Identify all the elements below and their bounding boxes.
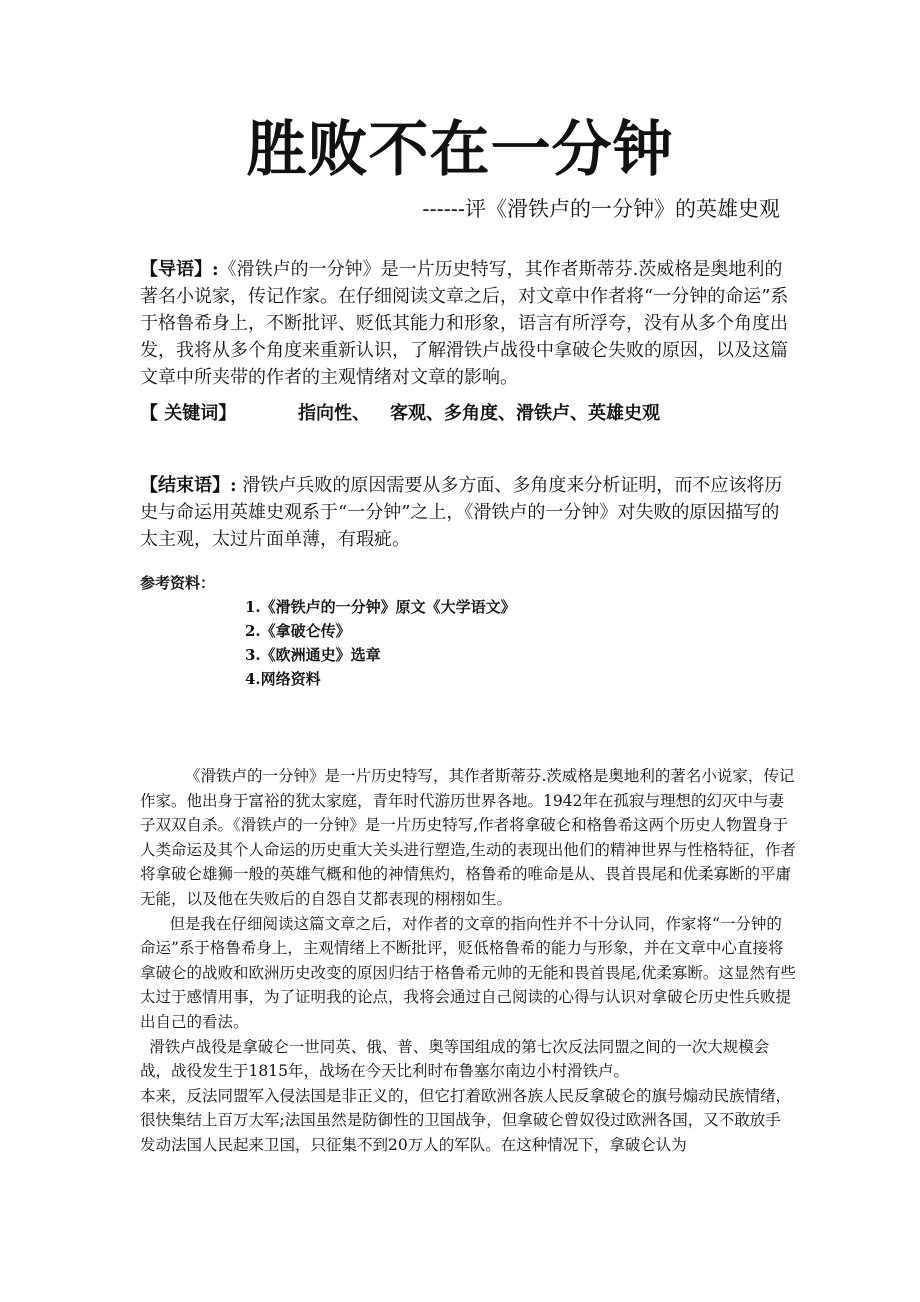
keywords-label: 【 关键词】 <box>140 403 237 424</box>
lead-label: 【导语】: <box>140 259 219 280</box>
keywords-section <box>140 400 790 427</box>
page-subtitle: ------评《滑铁卢的一分钟》的英雄史观 <box>422 197 780 221</box>
references-heading: 参考资料： <box>140 574 216 592</box>
reference-item: 2.《拿破仑传》 <box>245 622 351 640</box>
conclusion-label: 【结束语】: <box>140 475 237 496</box>
body-text <box>140 764 796 1158</box>
reference-item: 3.《欧洲通史》选章 <box>245 646 381 664</box>
reference-item: 1.《滑铁卢的一分钟》原文《大学语文》 <box>245 598 516 616</box>
references-list <box>245 595 516 691</box>
body-paragraph: 但是我在仔细阅读这篇文章之后，对作者的文章的指向性并不十分认同，作家将“一分钟的命运”系于格鲁希身上，主观情绪上不断批评，贬低格鲁希的能力与形象，并在文章中心直接将拿破仑的战败和欧洲历史改变的原因归结于格鲁希元帅的无能和畏首畏尾,优柔寡断。这显然有些太过于感情用事，为了证明我的论点，我将会通过自己阅读的心得与认识对拿破仑历史性兵败提出自己的看法。 <box>140 914 796 1031</box>
body-paragraph: 滑铁卢战役是拿破仑一世同英、俄、普、奥等国组成的第七次反法同盟之间的一次大规模会战，战役发生于1815年，战场在今天比利时布鲁塞尔南边小村滑铁卢。 <box>140 1037 770 1081</box>
body-paragraph: 《滑铁卢的一分钟》是一片历史特写，其作者斯蒂芬.茨威格是奥地利的著名小说家，传记作家。他出身于富裕的犹太家庭，青年时代游历世界各地。1942年在孤寂与理想的幻灭中与妻子双双自杀。《滑铁卢的一分钟》是一片历史特写,作者将拿破仑和格鲁希这两个历史人物置身于人类命运及其个人命运的历史重大关头进行塑造,生动的表现出他们的精神世界与性格特征，作者将拿破仑雄狮一般的英雄气概和他的神情焦灼，格鲁希的唯命是从、畏首畏尾和优柔寡断的平庸无能，以及他在失败后的自怨自艾都表现的栩栩如生。 <box>140 767 796 908</box>
keywords-rest: 客观、多角度、滑铁卢、英雄史观 <box>390 403 660 424</box>
conclusion-section <box>140 472 790 553</box>
conclusion-text: 滑铁卢兵败的原因需要从多方面、多角度来分析证明，而不应该将历史与命运用英雄史观系于“一分钟”之上，《滑铁卢的一分钟》对失败的原因描写的太主观，太过片面单薄，有瑕疵。 <box>140 475 783 550</box>
keywords-first: 指向性、 <box>298 403 370 424</box>
lead-section <box>140 256 790 391</box>
page-title: 胜败不在一分钟 <box>246 115 674 185</box>
reference-item: 4.网络资料 <box>245 670 321 688</box>
lead-text: 《滑铁卢的一分钟》是一片历史特写，其作者斯蒂芬.茨威格是奥地利的著名小说家，传记作家。在仔细阅读文章之后，对文章中作者将“一分钟的命运”系于格鲁希身上，不断批评、贬低其能力和形象，语言有所浮夸，没有从多个角度出发，我将从多个角度来重新认识，了解滑铁卢战役中拿破仑失败的原因，以及这篇文章中所夹带的作者的主观情绪对文章的影响。 <box>140 259 789 388</box>
body-paragraph: 本来，反法同盟军入侵法国是非正义的，但它打着欧洲各族人民反拿破仑的旗号煽动民族情绪，很快集结上百万大军;法国虽然是防御性的卫国战争，但拿破仑曾奴役过欧洲各国，又不敢放手发动法国人民起来卫国，只征集不到20万人的军队。在这种情况下，拿破仑认为 <box>140 1086 792 1154</box>
